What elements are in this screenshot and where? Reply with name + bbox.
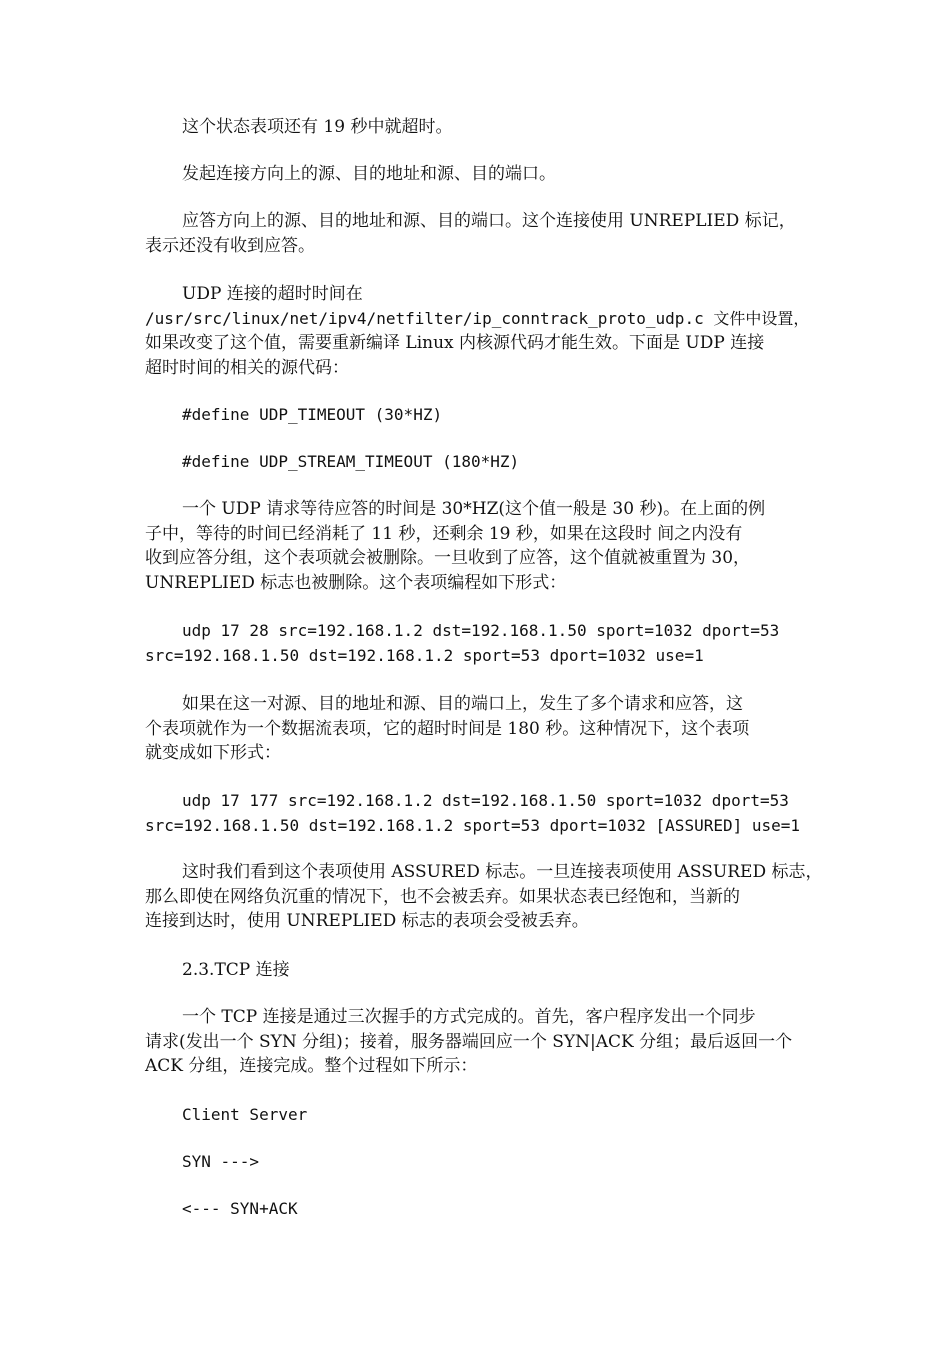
- code-line: #define UDP_STREAM_TIMEOUT (180*HZ): [182, 452, 520, 471]
- text-line: UNREPLIED 标志也被删除。这个表项编程如下形式：: [145, 572, 567, 593]
- code-udp-entry-unreplied: [145, 619, 810, 668]
- text-line: 如果改变了这个值，需要重新编译 Linux 内核源代码才能生效。下面是 UDP 连接: [145, 333, 765, 353]
- code-udp-entry-assured: [145, 789, 810, 838]
- text-line: 发起连接方向上的源、目的地址和源、目的端口。: [182, 164, 556, 184]
- diagram-line-syn-ack: [145, 1197, 810, 1222]
- paragraph-tcp-handshake: [145, 1005, 810, 1079]
- code-line: SYN --->: [182, 1152, 260, 1171]
- text-line: 个表项就作为一个数据流表项，它的超时时间是 180 秒。这种情况下，这个表项: [145, 718, 750, 739]
- text-line: 这时我们看到这个表项使用 ASSURED 标志。一旦连接表项使用 ASSURED 标志，: [182, 862, 823, 882]
- text-line: 如果在这一对源、目的地址和源、目的端口上，发生了多个请求和应答，这: [182, 694, 743, 714]
- paragraph-origin-direction: [145, 162, 810, 187]
- code-line: src=192.168.1.50 dst=192.168.1.2 sport=53 dport=1032 use=1: [145, 645, 704, 665]
- paragraph-reply-direction: [145, 209, 810, 258]
- text-line: 子中，等待的时间已经消耗了 11 秒，还剩余 19 秒，如果在这段时 间之内没有: [145, 523, 743, 544]
- code-define-udp-stream-timeout: [145, 450, 810, 475]
- code-line: #define UDP_TIMEOUT (30*HZ): [182, 405, 443, 424]
- diagram-line-syn: [145, 1150, 810, 1175]
- code-line: udp 17 177 src=192.168.1.2 dst=192.168.1.50 sport=1032 dport=53: [182, 791, 789, 810]
- code-line: udp 17 28 src=192.168.1.2 dst=192.168.1.50 sport=1032 dport=53: [182, 621, 780, 640]
- text-line: 请求(发出一个 SYN 分组)；接着，服务器端回应一个 SYN|ACK 分组；最后返回一个: [145, 1031, 793, 1052]
- paragraph-stream-entry: [145, 692, 810, 766]
- paragraph-assured-flag: [145, 860, 823, 934]
- text-line: 这个状态表项还有 19 秒中就超时。: [182, 117, 453, 137]
- code-line: <--- SYN+ACK: [182, 1199, 298, 1218]
- code-line: src=192.168.1.50 dst=192.168.1.2 sport=53 dport=1032 [ASSURED] use=1: [145, 815, 801, 835]
- text-line: 那么即使在网络负沉重的情况下，也不会被丢弃。如果状态表已经饱和，当新的: [145, 886, 740, 907]
- diagram-line-client-server: [145, 1103, 810, 1128]
- text-line: 表示还没有收到应答。: [145, 235, 315, 256]
- text-line: 就变成如下形式：: [145, 743, 281, 763]
- text-line: ACK 分组，连接完成。整个过程如下所示：: [145, 1056, 478, 1076]
- paragraph-udp-wait: [145, 497, 810, 595]
- text-line: UDP 连接的超时时间在: [182, 284, 363, 304]
- code-line: Client Server: [182, 1105, 308, 1124]
- file-path-line: /usr/src/linux/net/ipv4/netfilter/ip_conntrack_proto_udp.c 文件中设置，: [145, 308, 810, 328]
- text-line: 一个 TCP 连接是通过三次握手的方式完成的。首先，客户程序发出一个同步: [182, 1007, 756, 1027]
- section-heading: 2.3.TCP 连接: [182, 960, 290, 980]
- text-line: 应答方向上的源、目的地址和源、目的端口。这个连接使用 UNREPLIED 标记，: [182, 211, 796, 231]
- paragraph-timeout-note: [145, 115, 810, 140]
- text-line: 一个 UDP 请求等待应答的时间是 30*HZ(这个值一般是 30 秒)。在上面的例: [182, 499, 766, 519]
- paragraph-udp-timeout-source: [145, 282, 810, 380]
- section-heading-tcp: [145, 958, 810, 983]
- text-line: 收到应答分组，这个表项就会被删除。一旦收到了应答，这个值就被重置为 30，: [145, 548, 751, 568]
- text-line: 连接到达时，使用 UNREPLIED 标志的表项会受被丢弃。: [145, 911, 589, 931]
- text-line: 超时时间的相关的源代码：: [145, 357, 349, 378]
- code-define-udp-timeout: [145, 403, 810, 428]
